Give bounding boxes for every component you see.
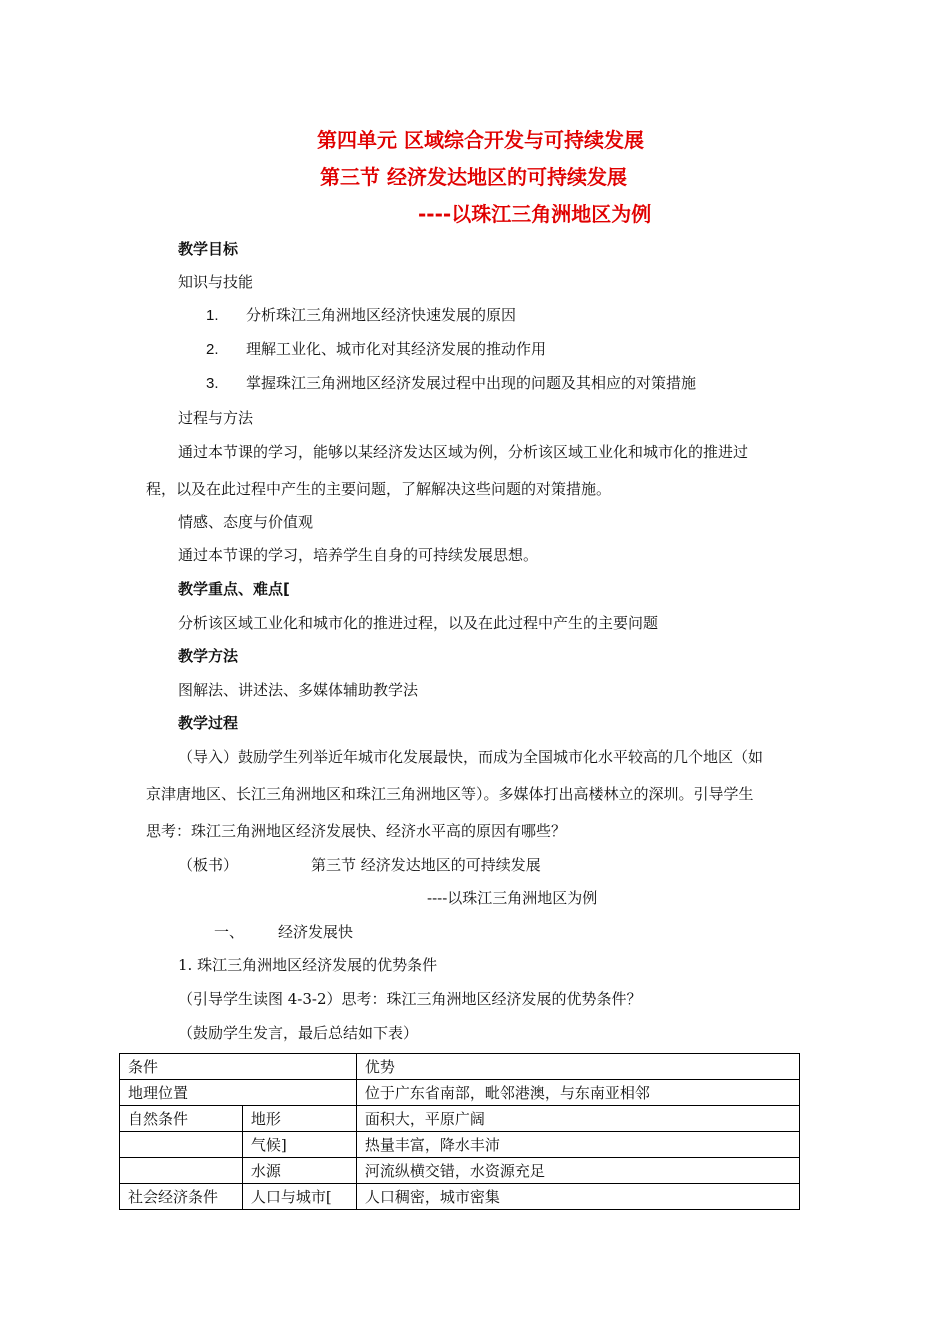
goal-item (206, 339, 546, 360)
board-title: 第三节 经济发达地区的可持续发展 (311, 856, 541, 874)
goal-item-text: 分析珠江三角洲地区经济快速发展的原因 (246, 306, 517, 324)
unit-title: 第四单元 区域综合开发与可持续发展 (317, 128, 644, 152)
table-cell: 地形 (242, 1106, 356, 1132)
process-method-text: 程，以及在此过程中产生的主要问题，了解解决这些问题的对策措施。 (146, 480, 612, 498)
table-cell: 气候] (242, 1132, 356, 1158)
process-method-heading: 过程与方法 (178, 409, 254, 427)
advantages-table (119, 1053, 800, 1210)
table-cell (120, 1158, 243, 1184)
section-number: 一、 (214, 923, 245, 941)
table-header-cell: 条件 (120, 1054, 357, 1080)
table-cell: 社会经济条件 (120, 1184, 243, 1210)
knowledge-heading: 知识与技能 (178, 273, 254, 291)
table-row (120, 1054, 800, 1080)
methods-heading: 教学方法 (178, 647, 239, 665)
encourage-text: （鼓励学生发言，最后总结如下表） (178, 1024, 419, 1042)
emotion-heading: 情感、态度与价值观 (178, 513, 314, 531)
section-subtitle: ----以珠江三角洲地区为例 (418, 202, 652, 226)
goals-heading: 教学目标 (178, 240, 239, 258)
table-cell: 面积大，平原广阔 (356, 1106, 799, 1132)
table-row (120, 1184, 800, 1210)
table-cell: 人口稠密，城市密集 (356, 1184, 799, 1210)
guide-text: （引导学生读图 4-3-2）思考：珠江三角洲地区经济发展的优势条件？ (178, 990, 642, 1008)
methods-text: 图解法、讲述法、多媒体辅助教学法 (178, 681, 419, 699)
process-method-text: 通过本节课的学习，能够以某经济发达区域为例，分析该区域工业化和城市化的推进过 (178, 443, 749, 461)
intro-paragraph: 京津唐地区、长江三角洲地区和珠江三角洲地区等）。多媒体打出高楼林立的深圳。引导学生 (146, 785, 754, 803)
keypoints-text: 分析该区域工业化和城市化的推进过程，以及在此过程中产生的主要问题 (178, 614, 659, 632)
table-cell: 位于广东省南部，毗邻港澳，与东南亚相邻 (356, 1080, 799, 1106)
table-row (120, 1106, 800, 1132)
table-cell: 人口与城市[ (242, 1184, 356, 1210)
table-cell: 自然条件 (120, 1106, 243, 1132)
table-cell: 地理位置 (120, 1080, 357, 1106)
emotion-text: 通过本节课的学习，培养学生自身的可持续发展思想。 (178, 546, 539, 564)
table-row (120, 1080, 800, 1106)
goal-item (206, 373, 696, 394)
intro-paragraph: （导入）鼓励学生列举近年城市化发展最快，而成为全国城市化水平较高的几个地区（如 (178, 748, 764, 766)
process-heading: 教学过程 (178, 714, 239, 732)
board-label: （板书） (178, 856, 239, 874)
table-header-cell: 优势 (356, 1054, 799, 1080)
goal-item (206, 305, 516, 326)
goal-item-number: 1. (206, 307, 219, 324)
intro-paragraph: 思考：珠江三角洲地区经济发展快、经济水平高的原因有哪些？ (146, 822, 567, 840)
keypoints-heading: 教学重点、难点[ (178, 580, 290, 598)
board-subtitle: ----以珠江三角洲地区为例 (427, 889, 598, 907)
goal-item-text: 掌握珠江三角洲地区经济发展过程中出现的问题及其相应的对策措施 (246, 374, 697, 392)
table-cell: 水源 (242, 1158, 356, 1184)
table-cell: 河流纵横交错，水资源充足 (356, 1158, 799, 1184)
goal-item-number: 3. (206, 375, 219, 392)
subsection-heading: 1. 珠江三角洲地区经济发展的优势条件 (178, 956, 438, 974)
table-cell: 热量丰富，降水丰沛 (356, 1132, 799, 1158)
goal-item-text: 理解工业化、城市化对其经济发展的推动作用 (246, 340, 547, 358)
section-title: 第三节 经济发达地区的可持续发展 (320, 165, 627, 189)
table-cell (120, 1132, 243, 1158)
table-row (120, 1158, 800, 1184)
goal-item-number: 2. (206, 341, 219, 358)
table-row (120, 1132, 800, 1158)
section-heading: 经济发展快 (278, 923, 354, 941)
